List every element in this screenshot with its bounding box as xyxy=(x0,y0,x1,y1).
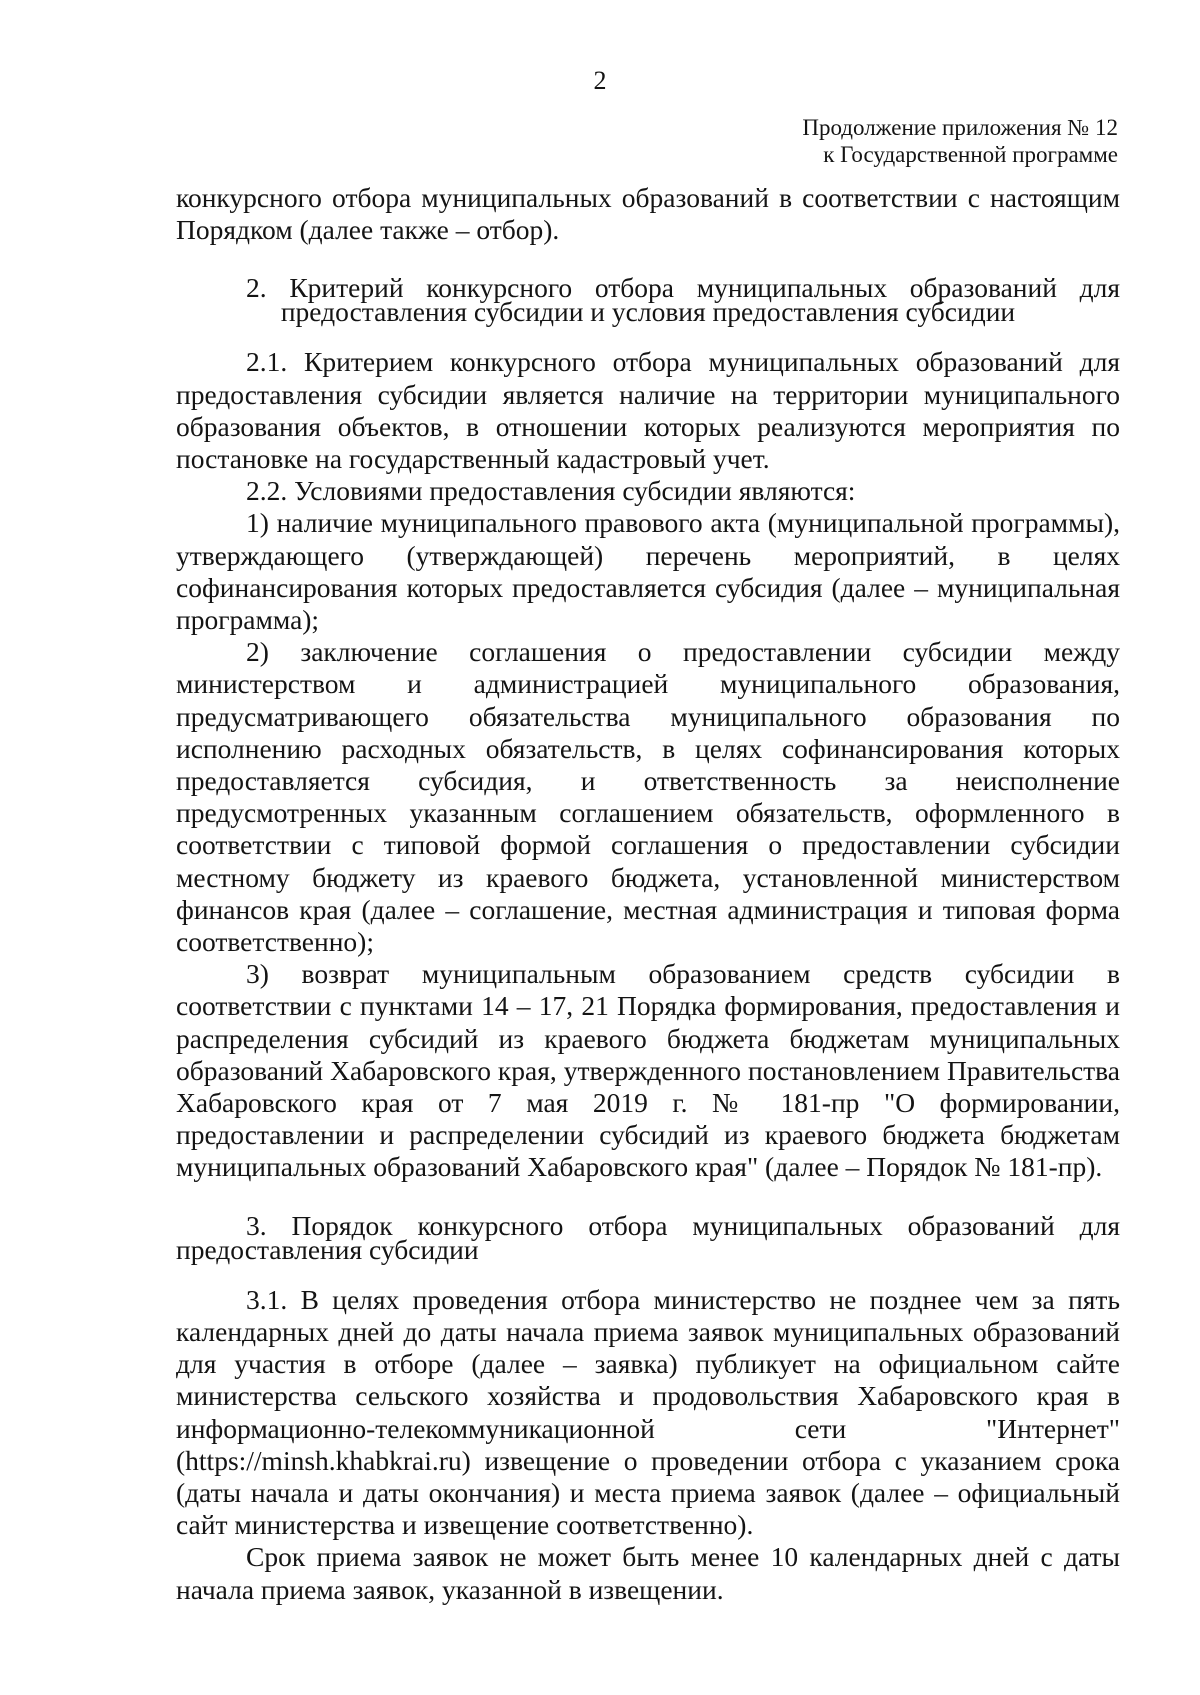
paragraph-2-2-item-1: 1) наличие муниципального правового акта (муниципальной программы), утверждающего (утверждающей) перечень мероприятий, в целях софинансирования которых предоставляется субсидия (далее – муниципальная программа); xyxy=(176,507,1120,636)
appendix-reference xyxy=(802,114,1118,168)
page-number: 2 xyxy=(593,66,607,95)
document-body xyxy=(176,182,1120,1606)
paragraph-2-2: 2.2. Условиями предоставления субсидии являются: xyxy=(246,475,856,507)
paragraph-3-1: 3.1. В целях проведения отбора министерство не позднее чем за пять календарных дней до даты начала приема заявок муниципальных образований для участия в отборе (далее – заявка) публикует на официальном сайте министерства сельского хозяйства и продовольствия Хабаровского края в информационно-телекоммуникационной сети "Интернет" (https://minsh.khabkrai.ru) извещение о проведении отбора с указанием срока (даты начала и даты окончания) и места приема заявок (далее – официальный сайт министерства и извещение соответственно). xyxy=(176,1283,1120,1541)
appendix-line-2: к Государственной программе xyxy=(823,142,1118,167)
paragraph-2-2-item-2: 2) заключение соглашения о предоставлении субсидии между министерством и администрацией муниципального образования, предусматривающего обязательства муниципального образования по исполнению расходных обязательств, в целях софинансирования которых предоставляется субсидия, и ответственность за неисполнение предусмотренных указанным соглашением обязательств, оформленного в соответствии с типовой формой соглашения о предоставлении субсидии местному бюджету из краевого бюджета, установленной министерством финансов края (далее – соглашение, местная администрация и типовая форма соответственно); xyxy=(176,636,1120,958)
section-2-heading: 2. Критерий конкурсного отбора муниципальных образований для предоставления субсидии и условия предоставления субсидии xyxy=(246,272,1120,328)
paragraph-2-1: 2.1. Критерием конкурсного отбора муниципальных образований для предоставления субсидии является наличие на территории муниципального образования объектов, в отношении которых реализуются мероприятия по постановке на государственный кадастровый учет. xyxy=(176,346,1120,475)
paragraph-2-2-item-3: 3) возврат муниципальным образованием средств субсидии в соответствии с пунктами 14 – 17, 21 Порядка формирования, предоставления и распределения субсидий из краевого бюджета бюджетам муниципальных образований Хабаровского края, утвержденного постановлением Правительства Хабаровского края от 7 мая 2019 г. № 181-пр "О формировании, предоставлении и распределении субсидий из краевого бюджета бюджетам муниципальных образований Хабаровского края" (далее – Порядок № 181-пр). xyxy=(176,958,1120,1183)
appendix-line-1: Продолжение приложения № 12 xyxy=(802,115,1118,140)
section-3-heading: 3. Порядок конкурсного отбора муниципальных образований для предоставления субсидии xyxy=(176,1209,1120,1265)
paragraph-3-1-term: Срок приема заявок не может быть менее 10 календарных дней с даты начала приема заявок, указанной в извещении. xyxy=(176,1541,1120,1605)
paragraph-continuation: конкурсного отбора муниципальных образований в соответствии с настоящим Порядком (далее также – отбор). xyxy=(176,182,1120,246)
